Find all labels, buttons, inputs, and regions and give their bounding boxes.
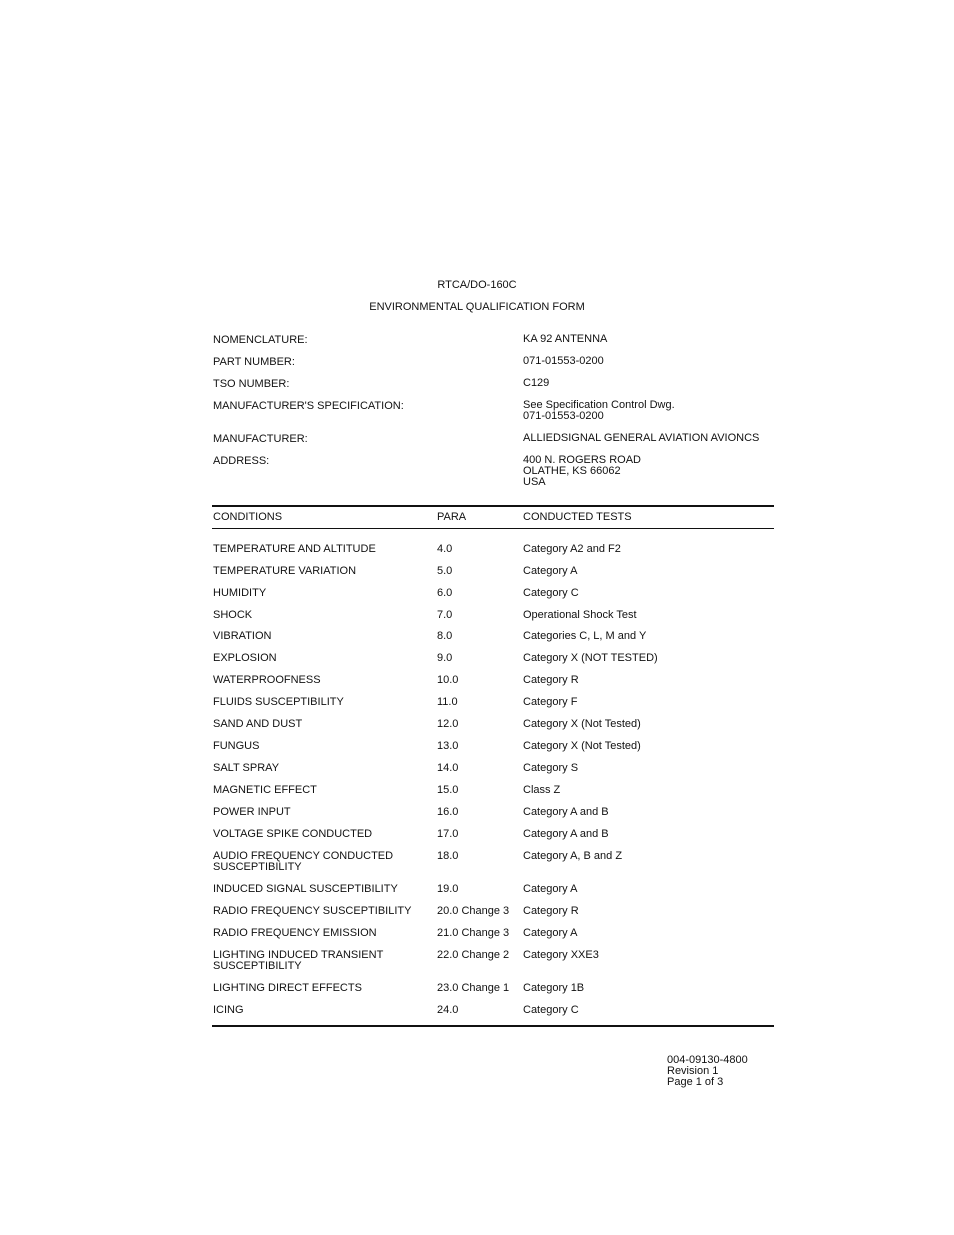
info-value: [523, 433, 759, 444]
table-top-rule: [212, 505, 774, 507]
conducted-test-cell: Category S: [523, 762, 579, 774]
conducted-test-cell: Category A: [523, 565, 578, 577]
condition-line: WATERPROOFNESS: [213, 674, 321, 686]
para-cell: 11.0: [437, 696, 458, 708]
info-value-line: OLATHE, KS 66062: [523, 465, 621, 477]
document-code: RTCA/DO-160C: [437, 279, 517, 291]
para-cell: 24.0: [437, 1004, 459, 1016]
page-number: Page 1 of 3: [667, 1076, 724, 1088]
para-cell: 22.0 Change 2: [437, 949, 510, 961]
para-cell: 10.0: [437, 674, 459, 686]
condition-line: TEMPERATURE VARIATION: [213, 565, 357, 577]
para-cell: 19.0: [437, 883, 459, 895]
info-value: [523, 455, 641, 488]
condition-line: LIGHTING DIRECT EFFECTS: [213, 982, 362, 994]
condition-line: VIBRATION: [213, 630, 272, 642]
conducted-test-cell: Category A and B: [523, 828, 609, 840]
info-value-line: USA: [523, 476, 546, 488]
condition-cell: [213, 785, 413, 796]
condition-line: SUSCEPTIBILITY: [213, 861, 302, 873]
conducted-test-cell: Category X (Not Tested): [523, 718, 641, 730]
info-value: [523, 334, 607, 345]
info-value-line: C129: [523, 377, 550, 389]
info-label: PART NUMBER:: [213, 356, 295, 368]
condition-cell: [213, 610, 413, 621]
para-cell: 12.0: [437, 718, 459, 730]
conducted-test-cell: Category XXE3: [523, 949, 599, 961]
conducted-test-cell: Category R: [523, 905, 579, 917]
condition-line: SALT SPRAY: [213, 762, 280, 774]
table-bottom-rule: [212, 1025, 774, 1027]
para-cell: 8.0: [437, 630, 453, 642]
condition-cell: [213, 741, 413, 752]
condition-line: SHOCK: [213, 609, 253, 621]
condition-cell: [213, 719, 413, 730]
conducted-test-cell: Category X (Not Tested): [523, 740, 641, 752]
conducted-test-cell: Categories C, L, M and Y: [523, 630, 647, 642]
para-cell: 21.0 Change 3: [437, 927, 510, 939]
info-value: [523, 356, 604, 367]
condition-cell: [213, 983, 413, 994]
condition-line: TEMPERATURE AND ALTITUDE: [213, 543, 376, 555]
revision-label: Revision 1: [667, 1065, 719, 1077]
conducted-test-cell: Category A and B: [523, 806, 609, 818]
info-label: TSO NUMBER:: [213, 378, 290, 390]
conducted-test-cell: Operational Shock Test: [523, 609, 637, 621]
para-cell: 14.0: [437, 762, 459, 774]
condition-cell: [213, 950, 413, 972]
conducted-test-cell: Category A: [523, 927, 578, 939]
condition-line: INDUCED SIGNAL SUSCEPTIBILITY: [213, 883, 398, 895]
conducted-test-cell: Category F: [523, 696, 578, 708]
conducted-test-cell: Category A, B and Z: [523, 850, 623, 862]
para-cell: 23.0 Change 1: [437, 982, 510, 994]
condition-line: RADIO FREQUENCY EMISSION: [213, 927, 377, 939]
form-title: ENVIRONMENTAL QUALIFICATION FORM: [369, 301, 585, 313]
para-cell: 13.0: [437, 740, 459, 752]
condition-cell: [213, 1005, 413, 1016]
conducted-test-cell: Category C: [523, 587, 579, 599]
info-value-line: KA 92 ANTENNA: [523, 333, 608, 345]
info-label: NOMENCLATURE:: [213, 334, 308, 346]
info-value: [523, 400, 675, 422]
document-number: 004-09130-4800: [667, 1054, 748, 1066]
condition-line: VOLTAGE SPIKE CONDUCTED: [213, 828, 373, 840]
header-para: PARA: [437, 511, 467, 523]
conducted-test-cell: Category A: [523, 883, 578, 895]
info-value: [523, 378, 549, 389]
condition-line: EXPLOSION: [213, 652, 277, 664]
condition-line: AUDIO FREQUENCY CONDUCTED: [213, 850, 394, 862]
info-label: MANUFACTURER:: [213, 433, 308, 445]
info-value-line: 071-01553-0200: [523, 410, 604, 422]
condition-line: POWER INPUT: [213, 806, 291, 818]
para-cell: 15.0: [437, 784, 459, 796]
condition-line: SAND AND DUST: [213, 718, 303, 730]
condition-line: SUSCEPTIBILITY: [213, 960, 302, 972]
condition-cell: [213, 884, 413, 895]
conducted-test-cell: Category R: [523, 674, 579, 686]
condition-line: LIGHTING INDUCED TRANSIENT: [213, 949, 384, 961]
table-header-rule: [212, 528, 774, 529]
condition-line: RADIO FREQUENCY SUSCEPTIBILITY: [213, 905, 412, 917]
info-value-line: See Specification Control Dwg.: [523, 399, 675, 411]
conducted-test-cell: Category 1B: [523, 982, 585, 994]
para-cell: 7.0: [437, 609, 453, 621]
condition-cell: [213, 675, 413, 686]
conducted-test-cell: Category A2 and F2: [523, 543, 621, 555]
para-cell: 20.0 Change 3: [437, 905, 510, 917]
condition-cell: [213, 631, 413, 642]
para-cell: 16.0: [437, 806, 459, 818]
condition-cell: [213, 653, 413, 664]
condition-cell: [213, 697, 413, 708]
condition-cell: [213, 928, 413, 939]
para-cell: 9.0: [437, 652, 453, 664]
info-value-line: 400 N. ROGERS ROAD: [523, 454, 641, 466]
condition-cell: [213, 807, 413, 818]
info-value-line: 071-01553-0200: [523, 355, 604, 367]
condition-line: FUNGUS: [213, 740, 260, 752]
condition-cell: [213, 829, 413, 840]
info-label: MANUFACTURER'S SPECIFICATION:: [213, 400, 404, 412]
condition-cell: [213, 763, 413, 774]
conducted-test-cell: Category X (NOT TESTED): [523, 652, 658, 664]
conducted-test-cell: Category C: [523, 1004, 579, 1016]
conducted-test-cell: Class Z: [523, 784, 561, 796]
condition-line: ICING: [213, 1004, 244, 1016]
info-label: ADDRESS:: [213, 455, 270, 467]
condition-line: HUMIDITY: [213, 587, 267, 599]
header-conducted-tests: CONDUCTED TESTS: [523, 511, 632, 523]
para-cell: 5.0: [437, 565, 453, 577]
para-cell: 4.0: [437, 543, 453, 555]
condition-cell: [213, 544, 413, 555]
condition-cell: [213, 906, 413, 917]
para-cell: 18.0: [437, 850, 459, 862]
condition-cell: [213, 588, 413, 599]
condition-cell: [213, 851, 413, 873]
info-value-line: ALLIEDSIGNAL GENERAL AVIATION AVIONCS: [523, 432, 760, 444]
condition-cell: [213, 566, 413, 577]
header-conditions: CONDITIONS: [213, 511, 283, 523]
condition-line: MAGNETIC EFFECT: [213, 784, 317, 796]
para-cell: 17.0: [437, 828, 459, 840]
document-footer: [667, 1055, 748, 1088]
para-cell: 6.0: [437, 587, 453, 599]
condition-line: FLUIDS SUSCEPTIBILITY: [213, 696, 344, 708]
